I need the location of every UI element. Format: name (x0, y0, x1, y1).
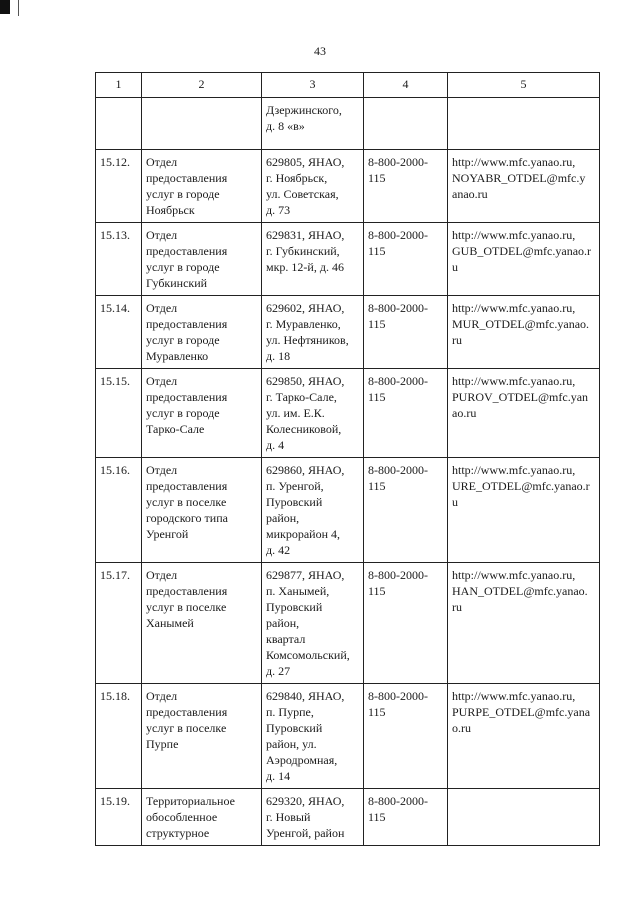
scan-corner-mark (0, 0, 10, 14)
office-contacts: http://www.mfc.yanao.ru, MUR_OTDEL@mfc.yanao. ru (448, 296, 600, 369)
office-contacts: http://www.mfc.yanao.ru, PUROV_OTDEL@mfc.yan ao.ru (448, 369, 600, 458)
office-address: 629850, ЯНАО, г. Тарко-Сале, ул. им. Е.К. Колесниковой, д. 4 (262, 369, 364, 458)
row-number: 15.19. (96, 789, 142, 846)
table-row (96, 684, 600, 789)
office-contacts: http://www.mfc.yanao.ru, URE_OTDEL@mfc.yanao.r u (448, 458, 600, 563)
office-contacts: http://www.mfc.yanao.ru, PURPE_OTDEL@mfc.yana o.ru (448, 684, 600, 789)
office-address: 629831, ЯНАО, г. Губкинский, мкр. 12-й, д. 46 (262, 223, 364, 296)
office-phone: 8-800-2000- 115 (364, 150, 448, 223)
office-contacts: http://www.mfc.yanao.ru, HAN_OTDEL@mfc.yanao. ru (448, 563, 600, 684)
continuation-phone (364, 98, 448, 150)
office-phone: 8-800-2000- 115 (364, 684, 448, 789)
continuation-name (142, 98, 262, 150)
table-row (96, 296, 600, 369)
scan-edge-line (18, 0, 19, 16)
office-name: Отдел предоставления услуг в поселке Пурпе (142, 684, 262, 789)
table-row (96, 150, 600, 223)
continuation-contacts (448, 98, 600, 150)
row-number: 15.16. (96, 458, 142, 563)
office-name: Отдел предоставления услуг в городе Муравленко (142, 296, 262, 369)
office-phone: 8-800-2000- 115 (364, 296, 448, 369)
table-header-row (96, 73, 600, 98)
office-contacts: http://www.mfc.yanao.ru, GUB_OTDEL@mfc.yanao.r u (448, 223, 600, 296)
table-row (96, 789, 600, 846)
row-number: 15.15. (96, 369, 142, 458)
office-phone: 8-800-2000- 115 (364, 458, 448, 563)
row-number: 15.17. (96, 563, 142, 684)
office-phone: 8-800-2000- 115 (364, 223, 448, 296)
table-row (96, 458, 600, 563)
office-name: Отдел предоставления услуг в городе Губкинский (142, 223, 262, 296)
office-name: Отдел предоставления услуг в поселке Ханымей (142, 563, 262, 684)
office-contacts (448, 789, 600, 846)
page-number: 43 (314, 44, 326, 58)
row-number: 15.14. (96, 296, 142, 369)
table-row (96, 563, 600, 684)
row-number: 15.18. (96, 684, 142, 789)
row-number: 15.13. (96, 223, 142, 296)
office-name: Территориальное обособленное структурное (142, 789, 262, 846)
column-header-2: 2 (142, 73, 262, 98)
mfc-offices-table (95, 72, 600, 846)
office-phone: 8-800-2000- 115 (364, 789, 448, 846)
table-row (96, 369, 600, 458)
office-phone: 8-800-2000- 115 (364, 563, 448, 684)
office-contacts: http://www.mfc.yanao.ru, NOYABR_OTDEL@mfc.y anao.ru (448, 150, 600, 223)
office-name: Отдел предоставления услуг в поселке городского типа Уренгой (142, 458, 262, 563)
column-header-5: 5 (448, 73, 600, 98)
office-address: 629805, ЯНАО, г. Ноябрьск, ул. Советская, д. 73 (262, 150, 364, 223)
table-row (96, 223, 600, 296)
column-header-3: 3 (262, 73, 364, 98)
column-header-4: 4 (364, 73, 448, 98)
office-name: Отдел предоставления услуг в городе Тарко-Сале (142, 369, 262, 458)
office-address: 629602, ЯНАО, г. Муравленко, ул. Нефтяников, д. 18 (262, 296, 364, 369)
office-address: 629320, ЯНАО, г. Новый Уренгой, район (262, 789, 364, 846)
office-phone: 8-800-2000- 115 (364, 369, 448, 458)
continuation-row (96, 98, 600, 150)
row-number: 15.12. (96, 150, 142, 223)
office-name: Отдел предоставления услуг в городе Ноябрьск (142, 150, 262, 223)
office-address: 629840, ЯНАО, п. Пурпе, Пуровский район, ул. Аэродромная, д. 14 (262, 684, 364, 789)
office-address: 629877, ЯНАО, п. Ханымей, Пуровский район, квартал Комсомольский, д. 27 (262, 563, 364, 684)
continuation-address: Дзержинского, д. 8 «в» (262, 98, 364, 150)
office-address: 629860, ЯНАО, п. Уренгой, Пуровский район, микрорайон 4, д. 42 (262, 458, 364, 563)
continuation-num (96, 98, 142, 150)
column-header-1: 1 (96, 73, 142, 98)
